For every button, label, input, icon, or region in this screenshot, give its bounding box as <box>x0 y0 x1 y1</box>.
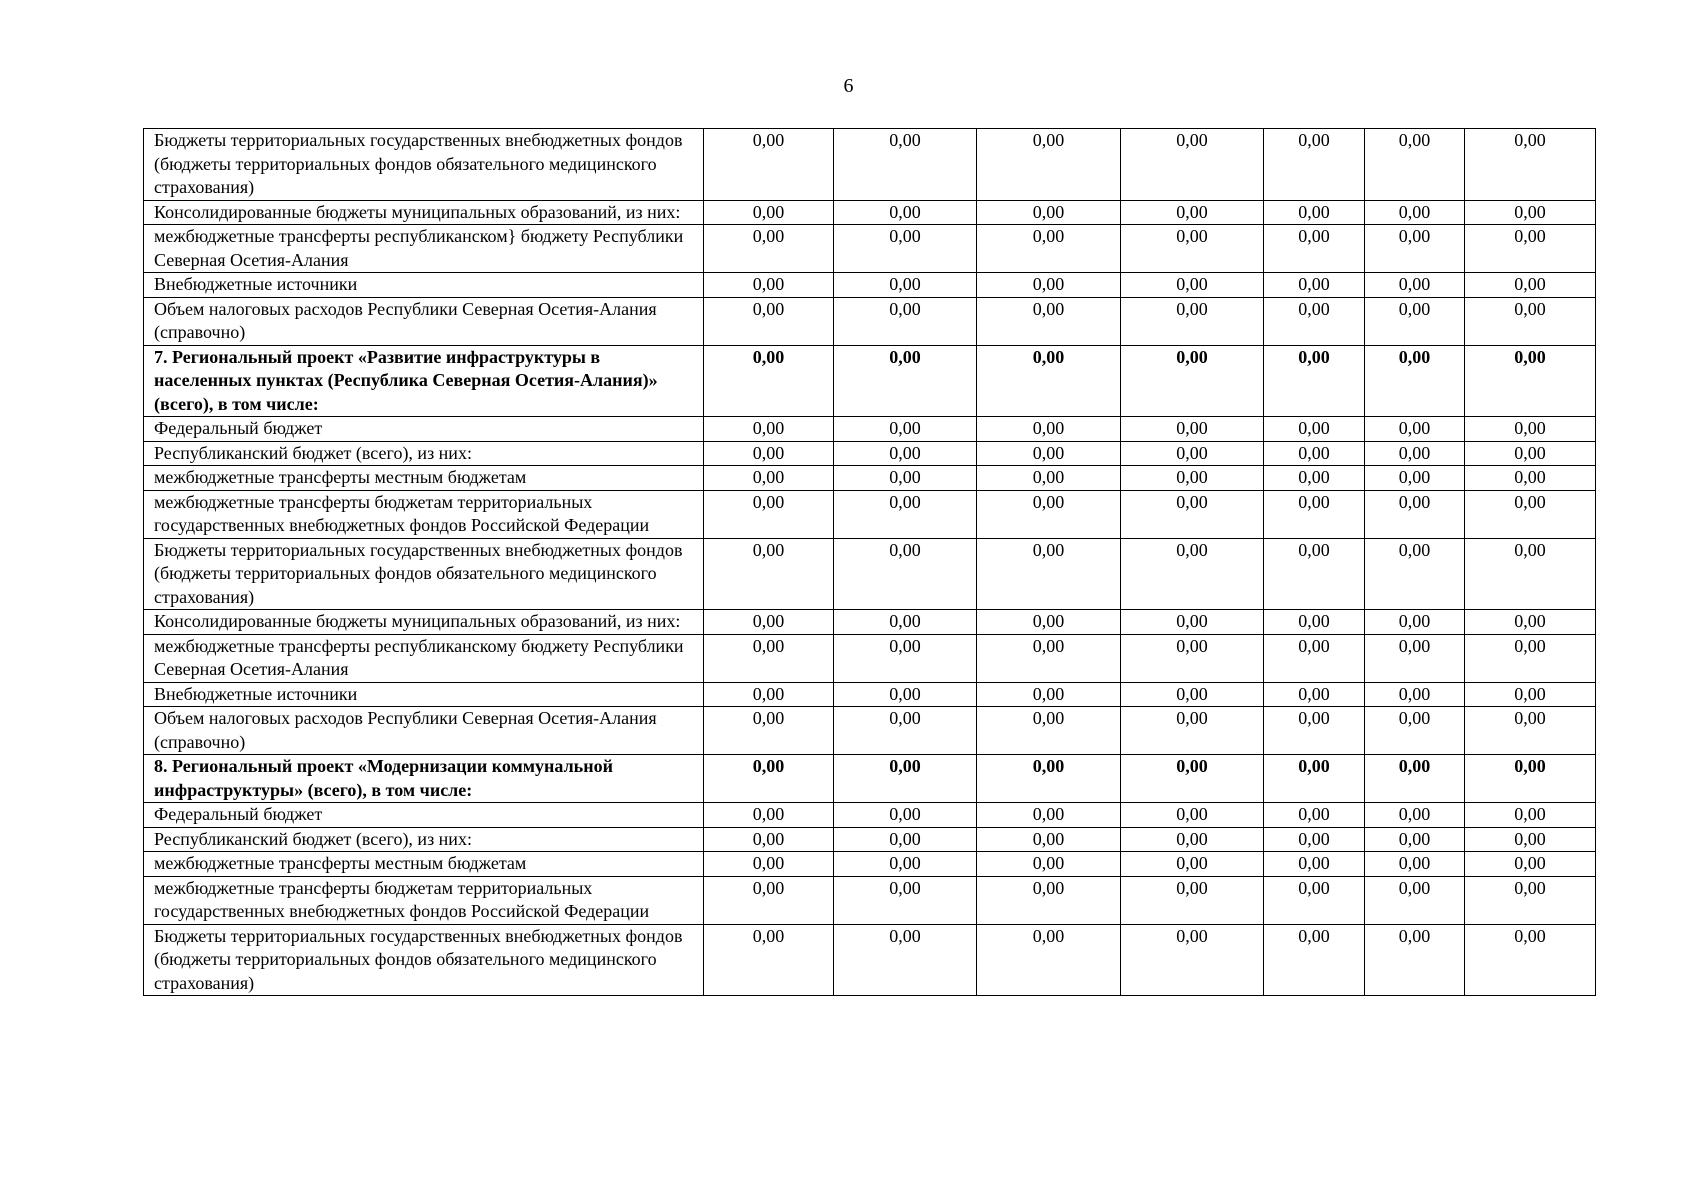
value-cell: 0,00 <box>1465 538 1596 610</box>
value-cell: 0,00 <box>1264 538 1365 610</box>
value-cell: 0,00 <box>704 466 834 491</box>
row-label: межбюджетные трансферты местным бюджетам <box>144 466 704 491</box>
row-label: Консолидированные бюджеты муниципальных образований, из них: <box>144 200 704 225</box>
value-cell: 0,00 <box>1121 852 1264 877</box>
value-cell: 0,00 <box>1121 345 1264 417</box>
value-cell: 0,00 <box>704 200 834 225</box>
value-cell: 0,00 <box>704 610 834 635</box>
value-cell: 0,00 <box>1121 417 1264 442</box>
value-cell: 0,00 <box>1365 417 1465 442</box>
value-cell: 0,00 <box>1121 803 1264 828</box>
value-cell: 0,00 <box>704 924 834 996</box>
value-cell: 0,00 <box>704 538 834 610</box>
value-cell: 0,00 <box>1264 417 1365 442</box>
value-cell: 0,00 <box>704 273 834 298</box>
row-label: 8. Региональный проект «Модернизации коммунальной инфраструктуры» (всего), в том числе: <box>144 755 704 803</box>
value-cell: 0,00 <box>977 490 1121 538</box>
value-cell: 0,00 <box>834 755 977 803</box>
table-row <box>144 827 1596 852</box>
table-body <box>144 129 1596 996</box>
row-label: Федеральный бюджет <box>144 803 704 828</box>
value-cell: 0,00 <box>1121 610 1264 635</box>
value-cell: 0,00 <box>1465 417 1596 442</box>
value-cell: 0,00 <box>834 129 977 201</box>
value-cell: 0,00 <box>1365 273 1465 298</box>
value-cell: 0,00 <box>1264 755 1365 803</box>
value-cell: 0,00 <box>704 634 834 682</box>
row-label: Объем налоговых расходов Республики Северная Осетия-Алания (справочно) <box>144 297 704 345</box>
value-cell: 0,00 <box>1121 682 1264 707</box>
value-cell: 0,00 <box>1365 827 1465 852</box>
value-cell: 0,00 <box>1121 200 1264 225</box>
row-label: Республиканский бюджет (всего), из них: <box>144 827 704 852</box>
row-label: 7. Региональный проект «Развитие инфраструктуры в населенных пунктах (Республика Северная Осетия-Алания)» (всего), в том числе: <box>144 345 704 417</box>
table-row <box>144 225 1596 273</box>
value-cell: 0,00 <box>977 345 1121 417</box>
value-cell: 0,00 <box>1365 490 1465 538</box>
value-cell: 0,00 <box>834 682 977 707</box>
value-cell: 0,00 <box>1465 297 1596 345</box>
value-cell: 0,00 <box>977 610 1121 635</box>
value-cell: 0,00 <box>1121 634 1264 682</box>
row-label: межбюджетные трансферты республиканском} бюджету Республики Северная Осетия-Алания <box>144 225 704 273</box>
row-label: Республиканский бюджет (всего), из них: <box>144 441 704 466</box>
value-cell: 0,00 <box>977 417 1121 442</box>
value-cell: 0,00 <box>977 634 1121 682</box>
value-cell: 0,00 <box>834 852 977 877</box>
table-row <box>144 466 1596 491</box>
table-row <box>144 417 1596 442</box>
value-cell: 0,00 <box>1365 755 1465 803</box>
value-cell: 0,00 <box>1465 225 1596 273</box>
value-cell: 0,00 <box>1465 827 1596 852</box>
value-cell: 0,00 <box>1465 755 1596 803</box>
value-cell: 0,00 <box>1465 924 1596 996</box>
value-cell: 0,00 <box>977 755 1121 803</box>
value-cell: 0,00 <box>704 345 834 417</box>
value-cell: 0,00 <box>704 876 834 924</box>
value-cell: 0,00 <box>1264 200 1365 225</box>
row-label: Бюджеты территориальных государственных внебюджетных фондов (бюджеты территориальных фондов обязательного медицинского страхования) <box>144 924 704 996</box>
value-cell: 0,00 <box>1264 466 1365 491</box>
budget-table <box>143 128 1596 996</box>
value-cell: 0,00 <box>1264 610 1365 635</box>
value-cell: 0,00 <box>704 441 834 466</box>
table-row <box>144 490 1596 538</box>
table-row <box>144 634 1596 682</box>
value-cell: 0,00 <box>1121 924 1264 996</box>
value-cell: 0,00 <box>1264 490 1365 538</box>
value-cell: 0,00 <box>1121 707 1264 755</box>
value-cell: 0,00 <box>834 200 977 225</box>
value-cell: 0,00 <box>1465 634 1596 682</box>
value-cell: 0,00 <box>1264 803 1365 828</box>
row-label: Внебюджетные источники <box>144 273 704 298</box>
value-cell: 0,00 <box>704 129 834 201</box>
value-cell: 0,00 <box>977 852 1121 877</box>
value-cell: 0,00 <box>1121 755 1264 803</box>
value-cell: 0,00 <box>1121 441 1264 466</box>
value-cell: 0,00 <box>977 924 1121 996</box>
table-row <box>144 803 1596 828</box>
value-cell: 0,00 <box>1465 273 1596 298</box>
value-cell: 0,00 <box>1465 682 1596 707</box>
value-cell: 0,00 <box>1264 345 1365 417</box>
value-cell: 0,00 <box>1465 345 1596 417</box>
value-cell: 0,00 <box>1121 273 1264 298</box>
value-cell: 0,00 <box>1264 827 1365 852</box>
value-cell: 0,00 <box>977 538 1121 610</box>
table-row <box>144 441 1596 466</box>
value-cell: 0,00 <box>834 225 977 273</box>
value-cell: 0,00 <box>704 803 834 828</box>
value-cell: 0,00 <box>834 634 977 682</box>
value-cell: 0,00 <box>834 345 977 417</box>
value-cell: 0,00 <box>704 297 834 345</box>
table-section-row <box>144 345 1596 417</box>
table-row <box>144 682 1596 707</box>
row-label: Внебюджетные источники <box>144 682 704 707</box>
row-label: Объем налоговых расходов Республики Северная Осетия-Алания (справочно) <box>144 707 704 755</box>
value-cell: 0,00 <box>704 707 834 755</box>
value-cell: 0,00 <box>977 200 1121 225</box>
value-cell: 0,00 <box>977 876 1121 924</box>
row-label: межбюджетные трансферты республиканскому бюджету Республики Северная Осетия-Алания <box>144 634 704 682</box>
value-cell: 0,00 <box>1264 297 1365 345</box>
value-cell: 0,00 <box>834 417 977 442</box>
value-cell: 0,00 <box>704 490 834 538</box>
value-cell: 0,00 <box>1365 466 1465 491</box>
table-row <box>144 707 1596 755</box>
value-cell: 0,00 <box>1264 876 1365 924</box>
value-cell: 0,00 <box>1365 129 1465 201</box>
value-cell: 0,00 <box>1121 827 1264 852</box>
value-cell: 0,00 <box>704 682 834 707</box>
value-cell: 0,00 <box>1365 682 1465 707</box>
value-cell: 0,00 <box>1365 441 1465 466</box>
value-cell: 0,00 <box>977 682 1121 707</box>
value-cell: 0,00 <box>1465 490 1596 538</box>
value-cell: 0,00 <box>1365 345 1465 417</box>
value-cell: 0,00 <box>1264 441 1365 466</box>
table-row <box>144 273 1596 298</box>
row-label: Бюджеты территориальных государственных внебюджетных фондов (бюджеты территориальных фондов обязательного медицинского страхования) <box>144 538 704 610</box>
value-cell: 0,00 <box>834 490 977 538</box>
value-cell: 0,00 <box>977 803 1121 828</box>
value-cell: 0,00 <box>1465 441 1596 466</box>
value-cell: 0,00 <box>834 876 977 924</box>
value-cell: 0,00 <box>704 852 834 877</box>
value-cell: 0,00 <box>1365 876 1465 924</box>
value-cell: 0,00 <box>1365 297 1465 345</box>
value-cell: 0,00 <box>977 297 1121 345</box>
row-label: межбюджетные трансферты бюджетам территориальных государственных внебюджетных фондов Российской Федерации <box>144 490 704 538</box>
value-cell: 0,00 <box>1121 538 1264 610</box>
value-cell: 0,00 <box>1365 200 1465 225</box>
value-cell: 0,00 <box>1365 852 1465 877</box>
value-cell: 0,00 <box>834 707 977 755</box>
value-cell: 0,00 <box>1365 634 1465 682</box>
value-cell: 0,00 <box>1264 682 1365 707</box>
value-cell: 0,00 <box>1465 852 1596 877</box>
value-cell: 0,00 <box>977 466 1121 491</box>
value-cell: 0,00 <box>1264 273 1365 298</box>
table-row <box>144 924 1596 996</box>
value-cell: 0,00 <box>1264 852 1365 877</box>
value-cell: 0,00 <box>1121 297 1264 345</box>
value-cell: 0,00 <box>704 827 834 852</box>
value-cell: 0,00 <box>834 466 977 491</box>
value-cell: 0,00 <box>977 273 1121 298</box>
value-cell: 0,00 <box>1465 610 1596 635</box>
value-cell: 0,00 <box>834 273 977 298</box>
value-cell: 0,00 <box>834 297 977 345</box>
row-label: межбюджетные трансферты местным бюджетам <box>144 852 704 877</box>
value-cell: 0,00 <box>1121 466 1264 491</box>
value-cell: 0,00 <box>1121 490 1264 538</box>
value-cell: 0,00 <box>1365 803 1465 828</box>
table-row <box>144 876 1596 924</box>
table-row <box>144 297 1596 345</box>
value-cell: 0,00 <box>834 803 977 828</box>
value-cell: 0,00 <box>1264 707 1365 755</box>
table-section-row <box>144 755 1596 803</box>
value-cell: 0,00 <box>977 441 1121 466</box>
row-label: Федеральный бюджет <box>144 417 704 442</box>
value-cell: 0,00 <box>1365 610 1465 635</box>
value-cell: 0,00 <box>1365 707 1465 755</box>
value-cell: 0,00 <box>1121 129 1264 201</box>
value-cell: 0,00 <box>1465 200 1596 225</box>
value-cell: 0,00 <box>1465 876 1596 924</box>
value-cell: 0,00 <box>1264 634 1365 682</box>
value-cell: 0,00 <box>977 129 1121 201</box>
value-cell: 0,00 <box>704 225 834 273</box>
value-cell: 0,00 <box>834 827 977 852</box>
table-row <box>144 852 1596 877</box>
table-row <box>144 200 1596 225</box>
value-cell: 0,00 <box>977 827 1121 852</box>
table-row <box>144 610 1596 635</box>
value-cell: 0,00 <box>704 417 834 442</box>
value-cell: 0,00 <box>704 755 834 803</box>
row-label: Консолидированные бюджеты муниципальных образований, из них: <box>144 610 704 635</box>
value-cell: 0,00 <box>1365 538 1465 610</box>
value-cell: 0,00 <box>1465 129 1596 201</box>
page-number: 6 <box>843 75 854 97</box>
value-cell: 0,00 <box>1465 707 1596 755</box>
value-cell: 0,00 <box>1465 803 1596 828</box>
value-cell: 0,00 <box>1264 129 1365 201</box>
value-cell: 0,00 <box>1264 225 1365 273</box>
value-cell: 0,00 <box>834 538 977 610</box>
value-cell: 0,00 <box>1264 924 1365 996</box>
value-cell: 0,00 <box>977 225 1121 273</box>
table-row <box>144 129 1596 201</box>
row-label: Бюджеты территориальных государственных внебюджетных фондов (бюджеты территориальных фондов обязательного медицинского страхования) <box>144 129 704 201</box>
value-cell: 0,00 <box>977 707 1121 755</box>
row-label: межбюджетные трансферты бюджетам территориальных государственных внебюджетных фондов Российской Федерации <box>144 876 704 924</box>
value-cell: 0,00 <box>1365 225 1465 273</box>
table-row <box>144 538 1596 610</box>
value-cell: 0,00 <box>1465 466 1596 491</box>
value-cell: 0,00 <box>834 924 977 996</box>
value-cell: 0,00 <box>1365 924 1465 996</box>
value-cell: 0,00 <box>1121 225 1264 273</box>
value-cell: 0,00 <box>1121 876 1264 924</box>
value-cell: 0,00 <box>834 610 977 635</box>
value-cell: 0,00 <box>834 441 977 466</box>
